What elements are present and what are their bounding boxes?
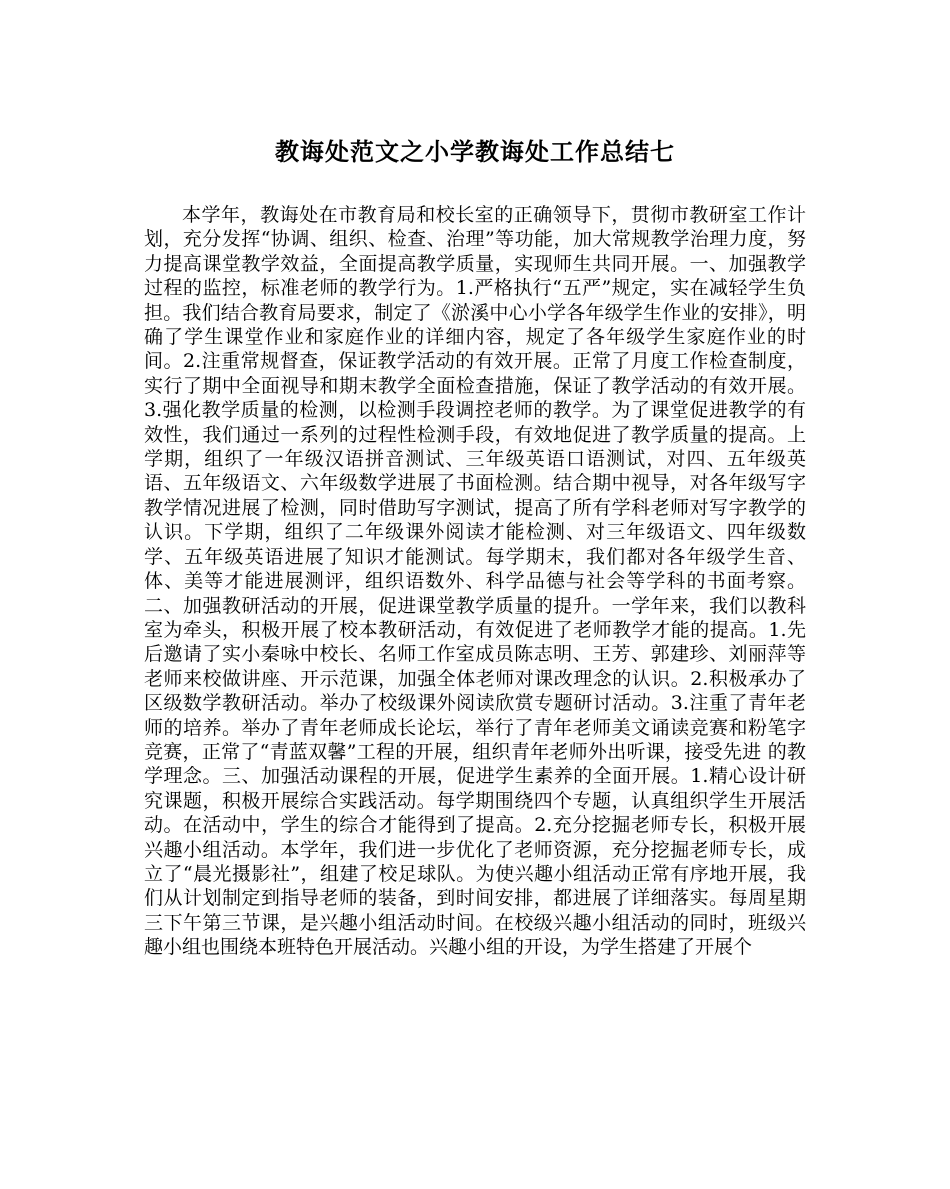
document-body-paragraph: 本学年，教诲处在市教育局和校长室的正确领导下，贯彻市教研室工作计划，充分发挥“协调、组织、检查、治理”等功能，加大常规教学治理力度，努力提高课堂教学效益，全面提高教学质量，实现师生共同开展。一、加强教学过程的监控，标准老师的教学行为。1.严格执行“五严”规定，实在减轻学生负担。我们结合教育局要求，制定了《淤溪中心小学各年级学生作业的安排》，明确了学生课堂作业和家庭作业的详细内容，规定了各年级学生家庭作业的时间。2.注重常规督查，保证教学活动的有效开展。正常了月度工作检查制度，实行了期中全面视导和期末教学全面检查措施，保证了教学活动的有效开展。3.强化教学质量的检测，以检测手段调控老师的教学。为了课堂促进教学的有效性，我们通过一系列的过程性检测手段，有效地促进了教学质量的提高。上学期，组织了一年级汉语拼音测试、三年级英语口语测试，对四、五年级英语、五年级语文、六年级数学进展了书面检测。结合期中视导，对各年级写字教学情况进展了检测，同时借助写字测试，提高了所有学科老师对写字教学的认识。下学期，组织了二年级课外阅读才能检测、对三年级语文、四年级数学、五年级英语进展了知识才能测试。每学期末，我们都对各年级学生音、体、美等才能进展测评，组织语数外、科学品德与社会等学科的书面考察。二、加强教研活动的开展，促进课堂教学质量的提升。一学年来，我们以教科室为牵头，积极开展了校本教研活动，有效促进了老师教学才能的提高。1.先后邀请了实小秦咏中校长、名师工作室成员陈志明、王芳、郭建珍、刘丽萍等老师来校做讲座、开示范课，加强全体老师对课改理念的认识。2.积极承办了区级数学教研活动。举办了校级课外阅读欣赏专题研讨活动。3.注重了青年老师的培养。举办了青年老师成长论坛，举行了青年老师美文诵读竞赛和粉笔字竞赛，正常了“青蓝双馨”工程的开展，组织青年老师外出听课，接受先进 的教学理念。三、加强活动课程的开展，促进学生素养的全面开展。1.精心设计研究课题，积极开展综合实践活动。每学期围绕四个专题，认真组织学生开展活动。在活动中，学生的综合才能得到了提高。2.充分挖掘老师专长，积极开展兴趣小组活动。本学年，我们进一步优化了老师资源，充分挖掘老师专长，成立了“晨光摄影社”，组建了校足球队。为使兴趣小组活动正常有序地开展，我们从计划制定到指导老师的装备，到时间安排，都进展了详细落实。每周星期三下午第三节课，是兴趣小组活动时间。在校级兴趣小组活动的同时，班级兴趣小组也围绕本班特色开展活动。兴趣小组的开设，为学生搭建了开展个 bbox=[144, 204, 806, 959]
document-title: 教诲处范文之小学教诲处工作总结七 bbox=[275, 137, 675, 166]
